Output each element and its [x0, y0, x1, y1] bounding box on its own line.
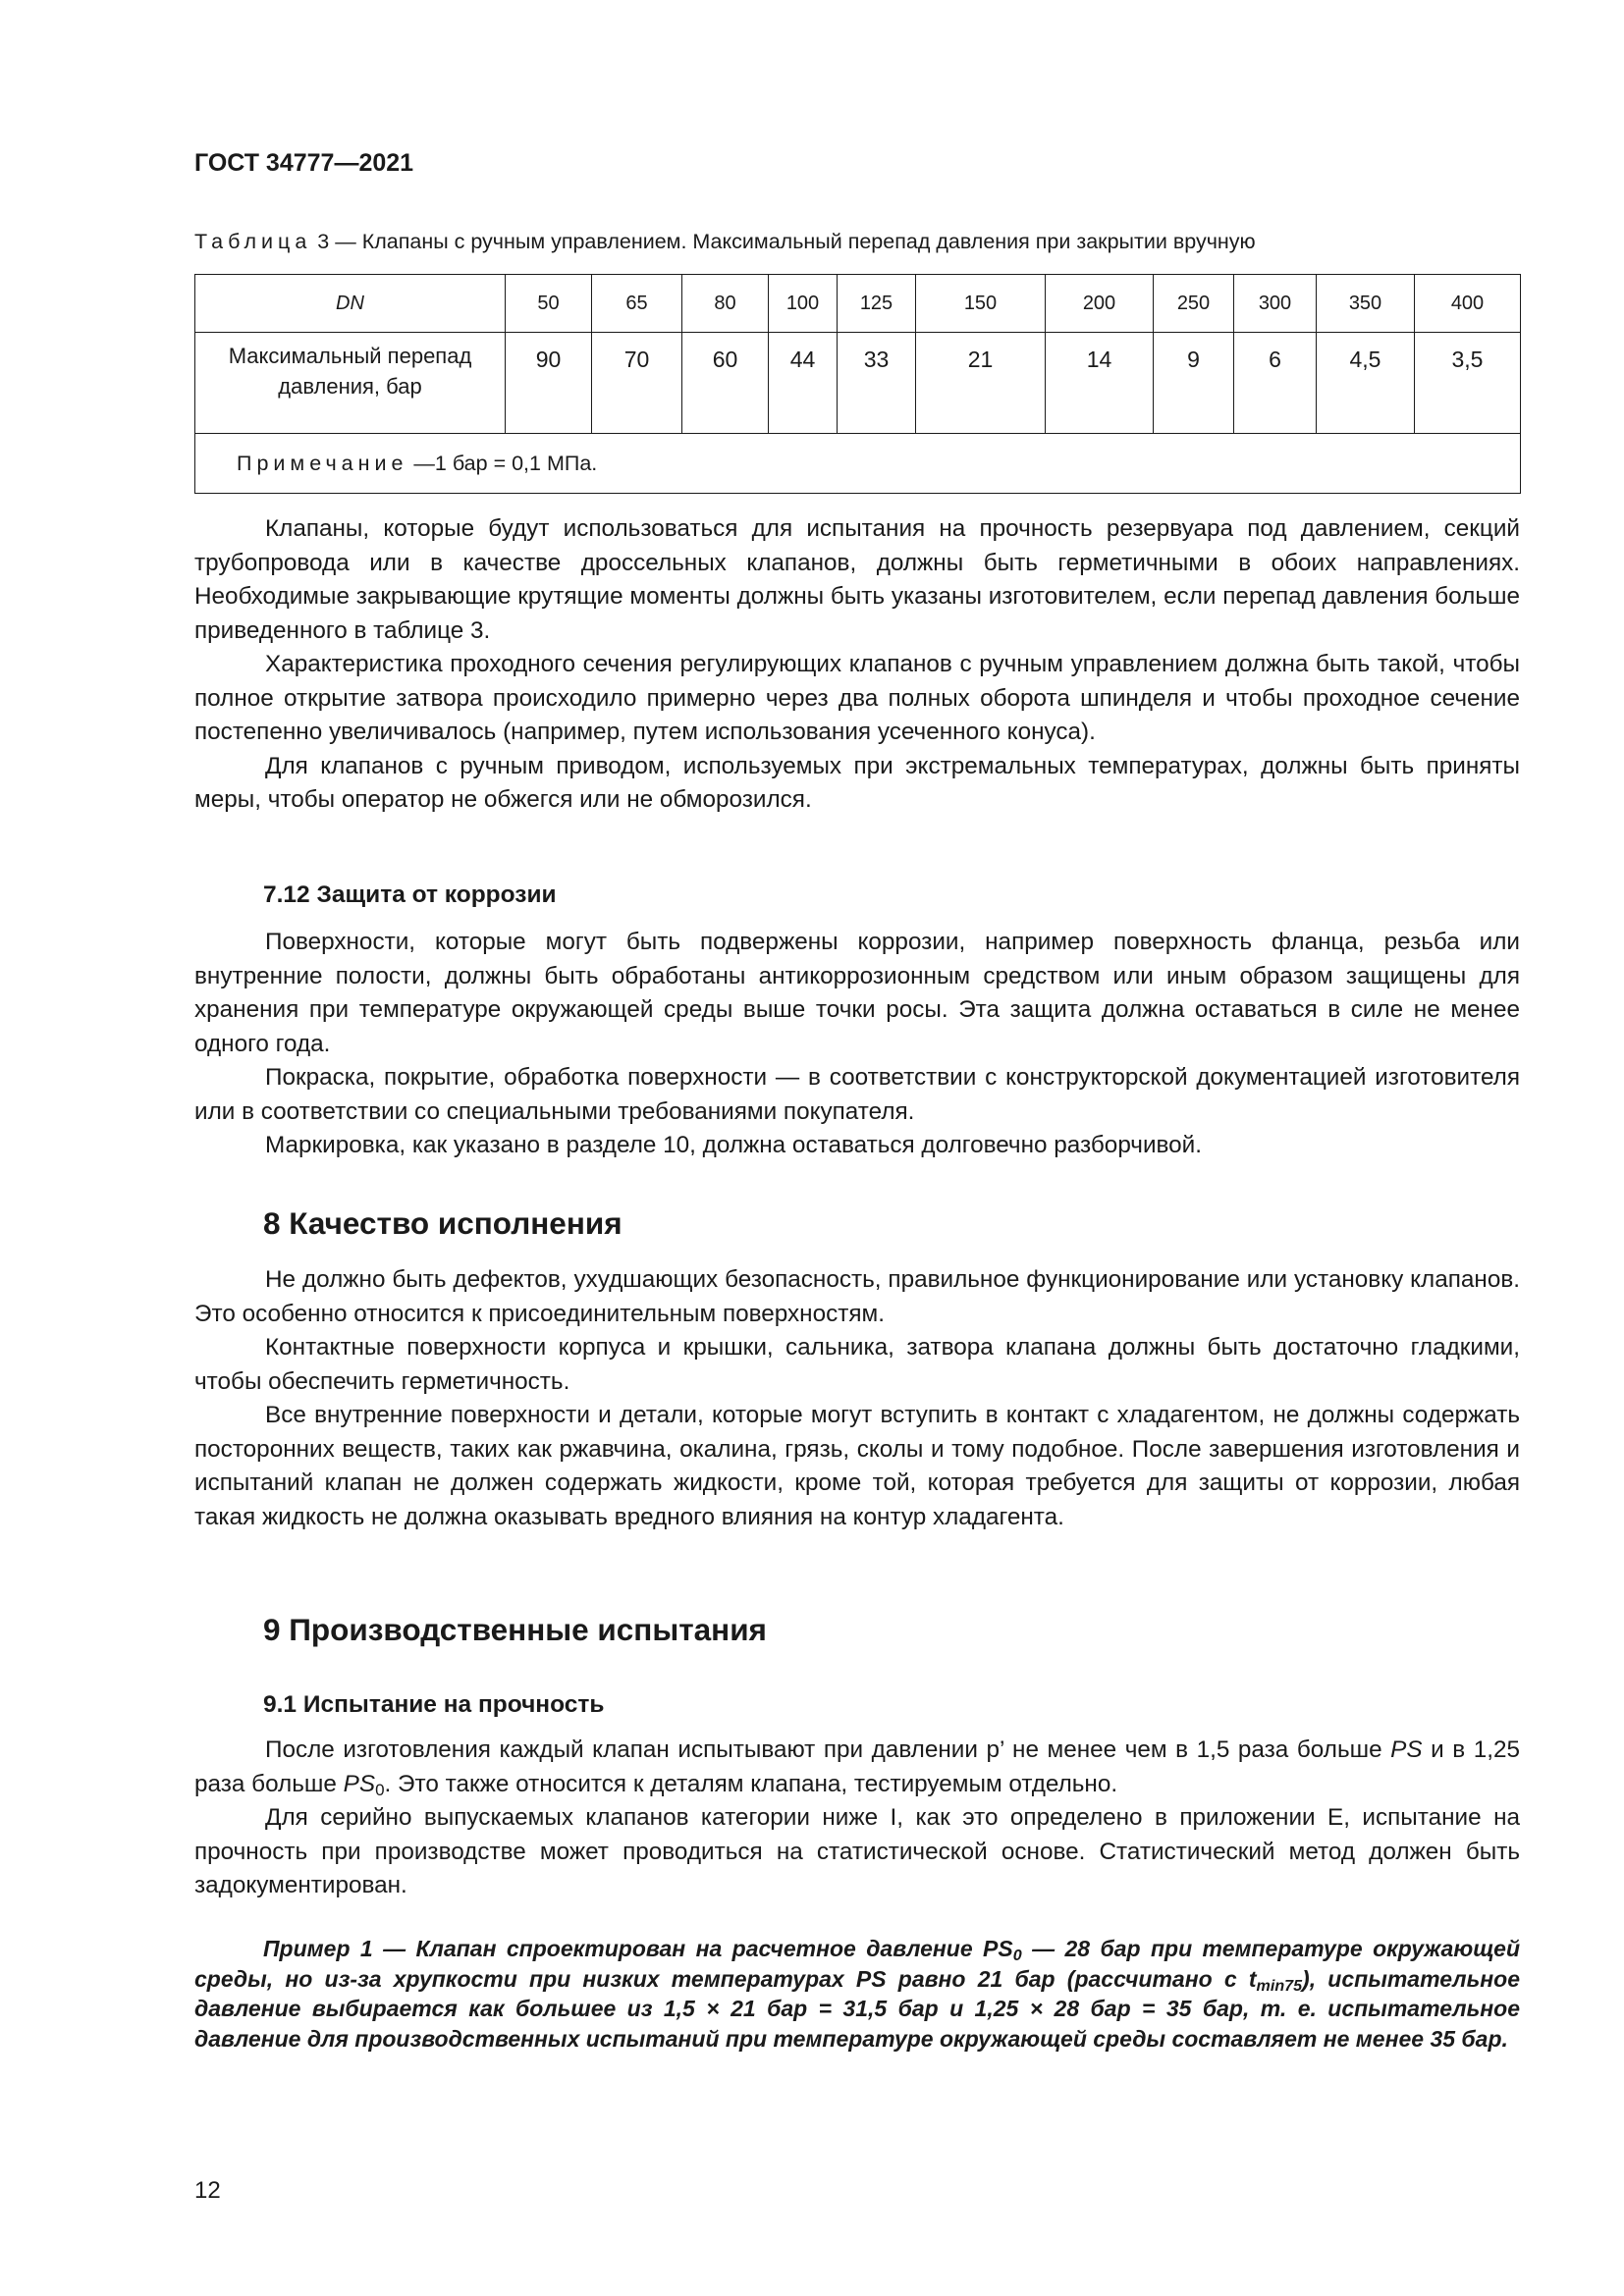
- dn-cell: 200: [1046, 275, 1154, 333]
- dn-cell: 400: [1415, 275, 1521, 333]
- section-heading-7-12: 7.12 Защита от коррозии: [263, 881, 557, 908]
- dn-cell: 50: [506, 275, 592, 333]
- paragraph: Характеристика проходного сечения регулирующих клапанов с ручным управлением должна быть такой, чтобы полное открытие затвора происходило примерно через два полных оборота шпинделя и чтобы проходное сечение постепенно увеличивалось (например, путем использования усеченного конуса).: [194, 651, 1520, 745]
- paragraph: Все внутренние поверхности и детали, которые могут вступить в контакт с хладагентом, не должны содержать посторонних веществ, таких как ржавчина, окалина, грязь, сколы и тому подобное. После завершения изготовления и испытаний клапан не должен содержать жидкости, кроме той, которая требуется для защиты от коррозии, любая такая жидкость не должна оказывать вредного влияния на контур хладагента.: [194, 1402, 1520, 1530]
- pressure-cell: 70: [592, 333, 682, 434]
- table-note: [195, 434, 1521, 494]
- paragraph: Поверхности, которые могут быть подвержены коррозии, например поверхность фланца, резьба или внутренние полости, должны быть обработаны антикоррозионным средством или иным образом защищены для хранения при температуре окружающей среды выше точки росы. Эта защита должна оставаться в силе не менее одного года.: [194, 929, 1520, 1057]
- document-header: ГОСТ 34777—2021: [194, 149, 414, 177]
- paragraph: Для клапанов с ручным приводом, используемых при экстремальных температурах, должны быть приняты меры, чтобы оператор не обжегся или не обморозился.: [194, 752, 1520, 813]
- pressure-cell: 3,5: [1415, 333, 1521, 434]
- table-note-text: —1 бар = 0,1 МПа.: [407, 451, 598, 475]
- text-block-7-11: [194, 512, 1520, 818]
- dn-cell: 150: [916, 275, 1046, 333]
- pressure-cell: 60: [682, 333, 769, 434]
- dn-cell: 65: [592, 275, 682, 333]
- dn-cell: 80: [682, 275, 769, 333]
- text-block-8: [194, 1263, 1520, 1534]
- paragraph: Не должно быть дефектов, ухудшающих безопасность, правильное функционирование или установку клапанов. Это особенно относится к присоединительным поверхностям.: [194, 1266, 1520, 1327]
- pressure-cell: 4,5: [1317, 333, 1415, 434]
- table-header-dn: DN: [195, 275, 506, 333]
- table-caption-label: Таблица: [194, 230, 312, 253]
- pressure-cell: 90: [506, 333, 592, 434]
- table-caption-title: 3 — Клапаны с ручным управлением. Максимальный перепад давления при закрытии вручную: [311, 230, 1256, 253]
- dn-cell: 250: [1154, 275, 1234, 333]
- table-row-dn: [195, 275, 1521, 333]
- pressure-cell: 14: [1046, 333, 1154, 434]
- section-heading-9-1: 9.1 Испытание на прочность: [263, 1691, 605, 1718]
- paragraph: Контактные поверхности корпуса и крышки, сальника, затвора клапана должны быть достаточно гладкими, чтобы обеспечить герметичность.: [194, 1334, 1520, 1395]
- table-note-label: Примечание: [237, 451, 408, 475]
- page-number: 12: [194, 2177, 221, 2204]
- dn-cell: 100: [769, 275, 838, 333]
- valve-pressure-table: [194, 274, 1521, 494]
- dn-cell: 350: [1317, 275, 1415, 333]
- pressure-cell: 6: [1234, 333, 1317, 434]
- paragraph: После изготовления каждый клапан испытывают при давлении p’ не менее чем в 1,5 раза больше PS и в 1,25 раза больше $PS_0$. Это также относится к деталям клапана, тестируемым отдельно.: [194, 1736, 1520, 1799]
- pressure-cell: 21: [916, 333, 1046, 434]
- text-block-7-12: [194, 926, 1520, 1163]
- table-caption: [194, 230, 1256, 254]
- table-row-pressure: [195, 333, 1521, 434]
- section-heading-8: 8 Качество исполнения: [263, 1205, 623, 1241]
- pressure-cell: 44: [769, 333, 838, 434]
- paragraph: Для серийно выпускаемых клапанов категории ниже I, как это определено в приложении Е, испытание на прочность при производстве может проводиться на статистической основе. Статистический метод должен быть задокументирован.: [194, 1804, 1520, 1898]
- table-header-pressure: Максимальный перепад давления, бар: [195, 333, 506, 434]
- paragraph: Клапаны, которые будут использоваться для испытания на прочность резервуара под давлением, секций трубопровода или в качестве дроссельных клапанов, должны быть герметичными в обоих направлениях. Необходимые закрывающие крутящие моменты должны быть указаны изготовителем, если перепад давления больше приведенного в таблице 3.: [194, 515, 1520, 644]
- paragraph: Покраска, покрытие, обработка поверхности — в соответствии с конструкторской документацией изготовителя или в соответствии со специальными требованиями покупателя.: [194, 1064, 1520, 1125]
- pressure-cell: 33: [838, 333, 916, 434]
- text-block-9-1: [194, 1734, 1520, 1903]
- dn-cell: 125: [838, 275, 916, 333]
- paragraph: Маркировка, как указано в разделе 10, должна оставаться долговечно разборчивой.: [265, 1132, 1202, 1158]
- section-heading-9: 9 Производственные испытания: [263, 1612, 767, 1647]
- pressure-cell: 9: [1154, 333, 1234, 434]
- dn-cell: 300: [1234, 275, 1317, 333]
- table-row-note: [195, 434, 1521, 494]
- example-1: Пример 1 — Клапан спроектирован на расчетное давление $PS_0$ — 28 бар при температуре окружающей среды, но из-за хрупкости при низких температурах PS равно 21 бар (рассчитано с $t_{min75}$), испытательное давление выбирается как большее из 1,5 × 21 бар = 31,5 бар и 1,25 × 28 бар = 35 бар, т. е. испытательное давление для производственных испытаний при температуре окружающей среды составляет не менее 35 бар.: [194, 1936, 1521, 2052]
